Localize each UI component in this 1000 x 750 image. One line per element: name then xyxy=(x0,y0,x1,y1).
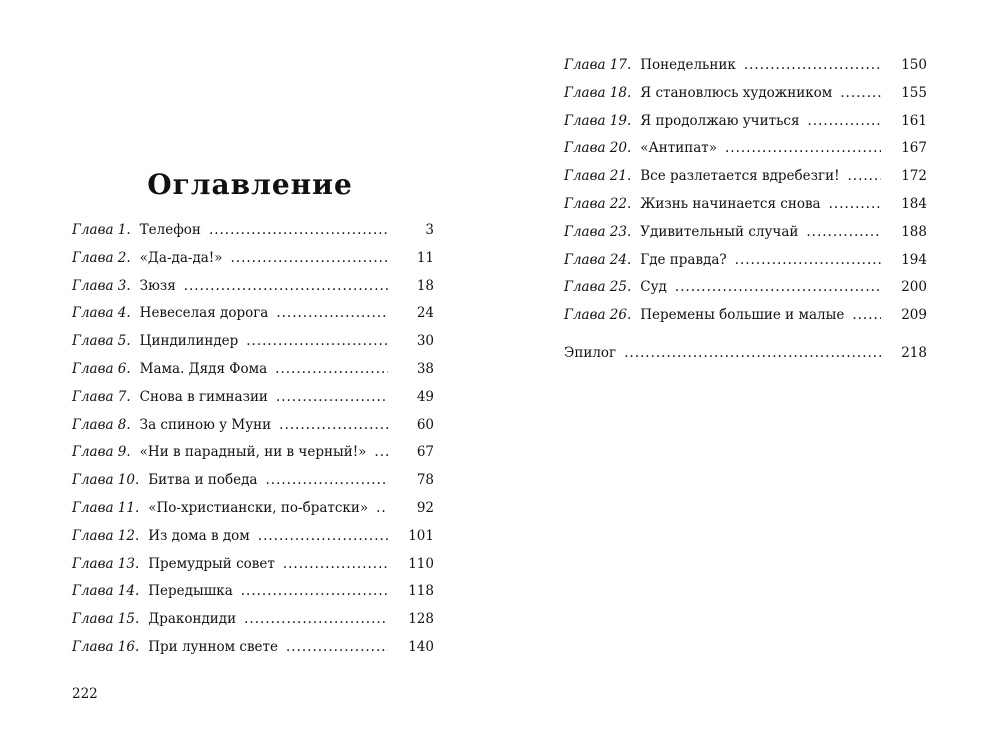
chapter-page-number: 194 xyxy=(901,251,927,268)
page-number: 222 xyxy=(72,686,98,702)
toc-entry xyxy=(72,500,434,528)
toc-entry xyxy=(72,528,434,556)
chapter-page-number: 38 xyxy=(416,360,434,377)
toc-list-left xyxy=(72,222,434,667)
chapter-page-number: 150 xyxy=(901,57,927,73)
chapter-label: Глава 1. xyxy=(72,222,131,238)
toc-entry xyxy=(72,639,434,667)
chapter-label: Глава 19. xyxy=(564,112,632,129)
chapter-label: Глава 25. xyxy=(564,279,632,296)
chapter-title: Снова в гимназии xyxy=(139,388,268,405)
right-page xyxy=(500,0,1000,750)
chapter-label: Глава 26. xyxy=(564,307,632,324)
toc-entry xyxy=(564,168,927,196)
chapter-page-number: 209 xyxy=(901,307,927,324)
chapter-page-number: 78 xyxy=(416,472,434,489)
dot-leader xyxy=(265,472,388,488)
chapter-title: За спиною у Муни xyxy=(139,416,272,433)
chapter-title: Телефон xyxy=(139,222,201,238)
chapter-page-number: 30 xyxy=(416,333,434,350)
chapter-title: Премудрый совет xyxy=(148,555,275,572)
dot-leader xyxy=(808,113,881,129)
chapter-title: «Антипат» xyxy=(640,140,717,157)
dot-leader xyxy=(675,279,881,295)
toc-entry xyxy=(72,305,434,333)
toc-entry xyxy=(72,444,434,472)
chapter-title: «Ни в парадный, ни в черный!» xyxy=(139,444,367,461)
toc-entry xyxy=(564,57,927,85)
chapter-label: Глава 23. xyxy=(564,223,632,240)
chapter-title: Перемены большие и малые xyxy=(640,307,845,324)
dot-leader xyxy=(852,307,881,323)
chapter-label: Глава 2. xyxy=(72,249,131,266)
toc-entry xyxy=(72,472,434,500)
chapter-page-number: 140 xyxy=(408,638,434,655)
chapter-page-number: 218 xyxy=(901,344,927,361)
chapter-page-number: 92 xyxy=(416,499,434,516)
chapter-title: Мама. Дядя Фома xyxy=(139,360,268,377)
chapter-title: Из дома в дом xyxy=(148,527,250,544)
toc-entry xyxy=(72,389,434,417)
dot-leader xyxy=(286,639,388,655)
dot-leader xyxy=(848,168,882,184)
chapter-label: Глава 7. xyxy=(72,388,131,405)
chapter-page-number: 18 xyxy=(416,277,434,294)
dot-leader xyxy=(258,528,388,544)
chapter-title: Все разлетается вдребезги! xyxy=(640,168,840,185)
toc-entry-epilog xyxy=(564,345,927,373)
chapter-page-number: 128 xyxy=(408,611,434,628)
chapter-page-number: 110 xyxy=(408,555,434,572)
dot-leader xyxy=(806,224,881,240)
chapter-title: При лунном свете xyxy=(148,638,278,655)
chapter-page-number: 172 xyxy=(901,168,927,185)
dot-leader xyxy=(231,250,389,266)
chapter-title: Где правда? xyxy=(640,251,727,268)
toc-entry xyxy=(72,417,434,445)
chapter-label: Глава 15. xyxy=(72,611,140,628)
chapter-label: Глава 16. xyxy=(72,638,140,655)
chapter-title: Понедельник xyxy=(640,57,736,73)
chapter-page-number: 49 xyxy=(416,388,434,405)
chapter-page-number: 11 xyxy=(416,249,434,266)
chapter-title: Дракондиди xyxy=(148,611,237,628)
chapter-title: «По-христиански, по-братски» xyxy=(148,499,369,516)
toc-entry xyxy=(72,250,434,278)
toc-entry xyxy=(564,307,927,335)
chapter-title: Я продолжаю учиться xyxy=(640,112,800,129)
dot-leader xyxy=(276,305,388,321)
dot-leader xyxy=(283,556,388,572)
chapter-title: Битва и победа xyxy=(148,472,258,489)
chapter-title: Эпилог xyxy=(564,344,617,361)
chapter-label: Глава 21. xyxy=(564,168,632,185)
dot-leader xyxy=(744,57,881,73)
dot-leader xyxy=(209,222,388,238)
dot-leader xyxy=(624,345,881,361)
chapter-label: Глава 5. xyxy=(72,333,131,350)
dot-leader xyxy=(374,444,388,460)
dot-leader xyxy=(376,500,388,516)
chapter-label: Глава 9. xyxy=(72,444,131,461)
chapter-page-number: 3 xyxy=(425,222,434,238)
chapter-label: Глава 18. xyxy=(564,84,632,101)
chapter-page-number: 184 xyxy=(901,195,927,212)
dot-leader xyxy=(246,333,388,349)
toc-list-right xyxy=(564,57,927,373)
dot-leader xyxy=(241,583,388,599)
chapter-label: Глава 24. xyxy=(564,251,632,268)
toc-entry xyxy=(72,611,434,639)
toc-entry xyxy=(564,85,927,113)
chapter-title: Зюзя xyxy=(139,277,176,294)
dot-leader xyxy=(829,196,881,212)
chapter-label: Глава 12. xyxy=(72,527,140,544)
chapter-page-number: 60 xyxy=(416,416,434,433)
toc-entry xyxy=(72,556,434,584)
dot-leader xyxy=(840,85,881,101)
dot-leader xyxy=(244,611,388,627)
chapter-page-number: 161 xyxy=(901,112,927,129)
toc-entry xyxy=(72,583,434,611)
toc-entry xyxy=(564,224,927,252)
chapter-page-number: 67 xyxy=(416,444,434,461)
chapter-label: Глава 17. xyxy=(564,57,632,73)
toc-entry xyxy=(564,279,927,307)
dot-leader xyxy=(275,361,388,377)
chapter-label: Глава 3. xyxy=(72,277,131,294)
chapter-title: Циндилиндер xyxy=(139,333,239,350)
toc-entry xyxy=(72,222,434,250)
dot-leader xyxy=(279,417,388,433)
chapter-label: Глава 6. xyxy=(72,360,131,377)
dot-leader xyxy=(184,278,388,294)
chapter-page-number: 200 xyxy=(901,279,927,296)
chapter-title: Я становлюсь художником xyxy=(640,84,833,101)
chapter-title: Суд xyxy=(640,279,667,296)
chapter-title: «Да-да-да!» xyxy=(139,249,223,266)
chapter-title: Передышка xyxy=(148,583,233,600)
toc-entry xyxy=(564,196,927,224)
chapter-page-number: 155 xyxy=(901,84,927,101)
toc-entry xyxy=(72,278,434,306)
chapter-label: Глава 14. xyxy=(72,583,140,600)
toc-entry xyxy=(72,361,434,389)
dot-leader xyxy=(735,252,881,268)
chapter-label: Глава 10. xyxy=(72,472,140,489)
chapter-title: Жизнь начинается снова xyxy=(640,195,821,212)
chapter-label: Глава 13. xyxy=(72,555,140,572)
toc-title: Оглавление xyxy=(147,168,353,201)
chapter-label: Глава 8. xyxy=(72,416,131,433)
chapter-title: Удивительный случай xyxy=(640,223,799,240)
chapter-label: Глава 4. xyxy=(72,305,131,322)
dot-leader xyxy=(725,140,881,156)
chapter-page-number: 101 xyxy=(408,527,434,544)
toc-entry xyxy=(564,140,927,168)
chapter-page-number: 118 xyxy=(408,583,434,600)
toc-entry xyxy=(564,252,927,280)
chapter-title: Невеселая дорога xyxy=(139,305,269,322)
chapter-page-number: 24 xyxy=(416,305,434,322)
toc-entry xyxy=(564,113,927,141)
chapter-label: Глава 22. xyxy=(564,195,632,212)
chapter-page-number: 188 xyxy=(901,223,927,240)
toc-entry xyxy=(72,333,434,361)
dot-leader xyxy=(276,389,388,405)
chapter-page-number: 167 xyxy=(901,140,927,157)
chapter-label: Глава 11. xyxy=(72,499,140,516)
chapter-label: Глава 20. xyxy=(564,140,632,157)
